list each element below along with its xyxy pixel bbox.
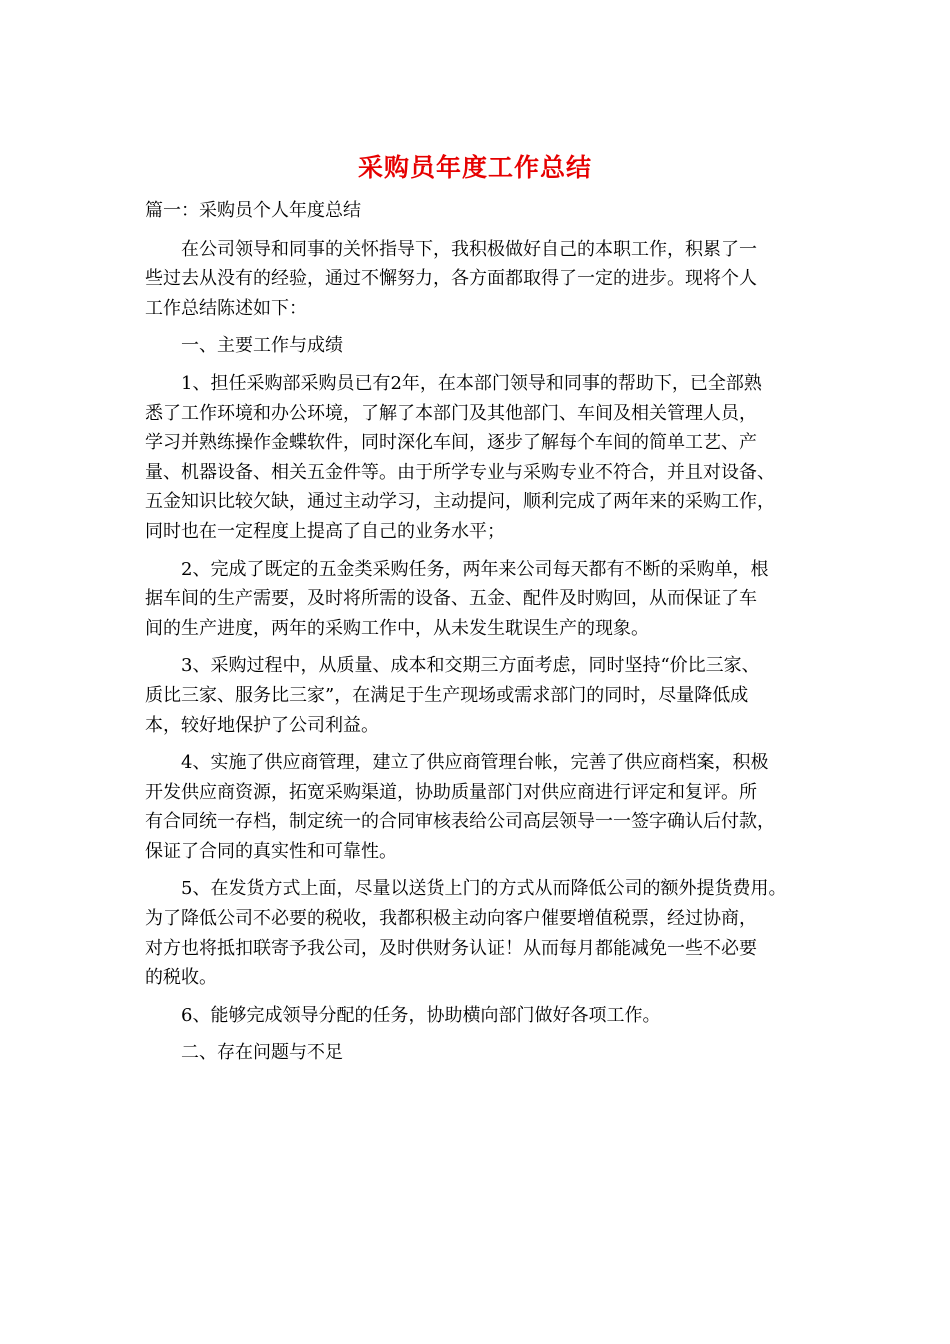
paragraph-item-6 bbox=[145, 1001, 815, 1031]
paragraph-line: 学习并熟练操作金蝶软件，同时深化车间，逐步了解每个车间的简单工艺、产 bbox=[145, 432, 757, 454]
paragraph-item-3 bbox=[145, 651, 815, 740]
paragraph-line: 2、完成了既定的五金类采购任务，两年来公司每天都有不断的采购单，根 bbox=[181, 558, 769, 580]
paragraph-item-2 bbox=[145, 555, 815, 644]
paragraph-line: 3、采购过程中，从质量、成本和交期三方面考虑，同时坚持“价比三家、 bbox=[181, 655, 760, 677]
section-heading-problems bbox=[145, 1038, 815, 1068]
paragraph-line: 4、实施了供应商管理，建立了供应商管理台帐，完善了供应商档案，积极 bbox=[181, 752, 769, 774]
paragraph-line: 1、担任采购部采购员已有2年，在本部门领导和同事的帮助下，已全部熟 bbox=[181, 372, 762, 394]
paragraph-line: 悉了工作环境和办公环境，了解了本部门及其他部门、车间及相关管理人员， bbox=[145, 402, 757, 424]
section-heading: 二、存在问题与不足 bbox=[181, 1042, 343, 1064]
paragraph-item-5 bbox=[145, 874, 815, 992]
paragraph-line: 五金知识比较欠缺，通过主动学习，主动提问，顺利完成了两年来的采购工作， bbox=[145, 491, 775, 513]
paragraph-item-4 bbox=[145, 748, 815, 866]
paragraph-line: 同时也在一定程度上提高了自己的业务水平； bbox=[145, 520, 505, 542]
document-subtitle: 篇一：采购员个人年度总结 bbox=[145, 200, 361, 221]
paragraph-line: 在公司领导和同事的关怀指导下，我积极做好自己的本职工作，积累了一 bbox=[181, 238, 757, 260]
paragraph-line: 5、在发货方式上面，尽量以送货上门的方式从而降低公司的额外提货费用。 bbox=[181, 878, 787, 900]
paragraph-line: 对方也将抵扣联寄予我公司，及时供财务认证！从而每月都能减免一些不必要 bbox=[145, 937, 757, 959]
paragraph-line: 工作总结陈述如下： bbox=[145, 297, 307, 319]
paragraph-line: 量、机器设备、相关五金件等。由于所学专业与采购专业不符合，并且对设备、 bbox=[145, 461, 775, 483]
paragraph-line: 质比三家、服务比三家”，在满足于生产现场或需求部门的同时，尽量降低成 bbox=[145, 684, 749, 706]
paragraph-intro bbox=[145, 235, 815, 324]
paragraph-line: 本，较好地保护了公司利益。 bbox=[145, 714, 379, 736]
paragraph-line: 据车间的生产需要，及时将所需的设备、五金、配件及时购回，从而保证了车 bbox=[145, 588, 757, 610]
paragraph-line: 开发供应商资源，拓宽采购渠道，协助质量部门对供应商进行评定和复评。所 bbox=[145, 781, 757, 803]
paragraph-item-1 bbox=[145, 369, 815, 547]
section-heading-achievements bbox=[145, 331, 815, 361]
section-heading: 一、主要工作与成绩 bbox=[181, 335, 343, 357]
paragraph-line: 6、能够完成领导分配的任务，协助横向部门做好各项工作。 bbox=[181, 1004, 661, 1026]
document-body bbox=[145, 196, 815, 1076]
document-title: 采购员年度工作总结 bbox=[357, 153, 592, 182]
paragraph-line: 为了降低公司不必要的税收，我都积极主动向客户催要增值税票，经过协商， bbox=[145, 908, 757, 930]
paragraph-line: 有合同统一存档，制定统一的合同审核表给公司高层领导一一签字确认后付款， bbox=[145, 811, 775, 833]
paragraph-line: 间的生产进度，两年的采购工作中，从未发生耽误生产的现象。 bbox=[145, 617, 649, 639]
paragraph-line: 些过去从没有的经验，通过不懈努力，各方面都取得了一定的进步。现将个人 bbox=[145, 268, 757, 290]
paragraph-line: 的税收。 bbox=[145, 967, 217, 989]
paragraph-line: 保证了合同的真实性和可靠性。 bbox=[145, 840, 397, 862]
